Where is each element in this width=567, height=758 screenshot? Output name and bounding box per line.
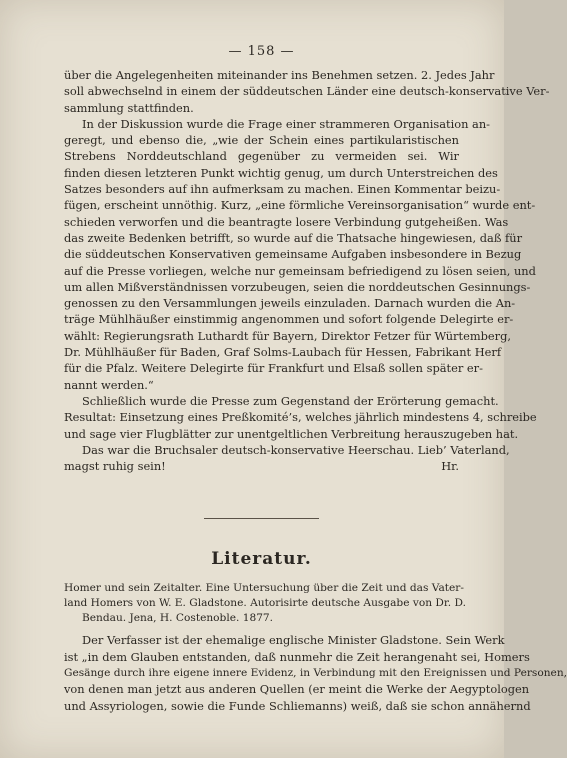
paragraph-discussion	[64, 116, 536, 393]
text-line: auf die Presse vorliegen, welche nur gemeinsam befriedigend zu lösen seien, und	[64, 263, 536, 278]
paragraph-press	[64, 393, 537, 442]
text-line: soll abwechselnd in einem der süddeutschen Länder eine deutsch-konservative Ver-	[64, 84, 550, 99]
text-line: fügen, erscheint unnöthig. Kurz, „eine förmliche Vereinsorganisation“ wurde ent-	[64, 198, 536, 213]
text-line: geregt, und ebenso die, „wie der Schein eines partikularistischen	[64, 133, 459, 148]
text-line: Bendau. Jena, H. Costenoble. 1877.	[82, 612, 274, 625]
text-line-with-signature	[64, 458, 459, 474]
signature: Hr.	[441, 459, 459, 474]
text-line: um allen Mißverständnissen vorzubeugen, seien die norddeutschen Gesinnungs-	[64, 279, 531, 294]
text-line: über die Angelegenheiten miteinander ins Benehmen setzen. 2. Jedes Jahr	[64, 68, 495, 82]
text-line: land Homers von W. E. Gladstone. Autorisirte deutsche Ausgabe von Dr. D.	[64, 597, 467, 610]
text-line: wählt: Regierungsrath Luthardt für Bayern, Direktor Fetzer für Würtemberg,	[64, 328, 512, 343]
text-line: Strebens Norddeutschland gegenüber zu vermeiden sei. Wir	[64, 149, 459, 164]
paragraph-top	[64, 67, 550, 116]
text-line: nannt werden.“	[64, 377, 154, 392]
text-line: und sage vier Flugblätter zur unentgeltlichen Verbreitung herauszugeben hat.	[64, 426, 519, 441]
text-line: Gesänge durch ihre eigene innere Evidenz, in Verbindung mit den Ereignissen und Personen,	[64, 667, 567, 680]
text-line: schieden verworfen und die beantragte losere Verbindung gutgeheißen. Was	[64, 214, 509, 229]
text-line: Homer und sein Zeitalter. Eine Untersuchung über die Zeit und das Vater-	[64, 582, 464, 595]
text-line: genossen zu den Versammlungen jeweils einzuladen. Darnach wurden die An-	[64, 296, 516, 311]
page-number: — 158 —	[228, 44, 295, 59]
text-line: die süddeutschen Konservativen gemeinsame Aufgaben insbesondere in Bezug	[64, 247, 522, 262]
text-line: sammlung stattfinden.	[64, 100, 194, 115]
book-entry	[64, 581, 467, 626]
text-line: und Assyriologen, sowie die Funde Schliemanns) weiß, daß sie schon annähernd	[64, 698, 531, 713]
text-line: Der Verfasser ist der ehemalige englische Minister Gladstone. Sein Werk	[82, 633, 505, 648]
paragraph-review	[64, 632, 567, 713]
text-line: Das war die Bruchsaler deutsch-konservative Heerschau. Lieb’ Vaterland,	[82, 442, 510, 457]
text-line: ist „in dem Glauben entstanden, daß nunmehr die Zeit herangenaht sei, Homers	[64, 649, 530, 664]
section-heading: Literatur.	[211, 549, 312, 570]
paragraph-closing	[64, 442, 510, 475]
text-line: In der Diskussion wurde die Frage einer strammeren Organisation an-	[82, 116, 490, 131]
text-line: Resultat: Einsetzung eines Preßkomité’s, welches jährlich mindestens 4, schreibe	[64, 410, 537, 425]
text-line: finden diesen letzteren Punkt wichtig genug, um durch Unterstreichen des	[64, 165, 498, 180]
text-fragment: magst ruhig sein!	[64, 459, 166, 474]
text-line: für die Pfalz. Weitere Delegirte für Frankfurt und Elsaß sollen später er-	[64, 361, 483, 376]
text-line: Schließlich wurde die Presse zum Gegenstand der Erörterung gemacht.	[82, 393, 499, 408]
text-line: von denen man jetzt aus anderen Quellen (er meint die Werke der Aegyptologen	[64, 682, 530, 697]
section-divider	[204, 518, 319, 519]
text-line: Satzes besonders auf ihn aufmerksam zu machen. Einen Kommentar beizu-	[64, 182, 501, 197]
text-line: das zweite Bedenken betrifft, so wurde auf die Thatsache hingewiesen, daß für	[64, 230, 523, 245]
page-text	[64, 44, 567, 714]
text-line: Dr. Mühlhäußer für Baden, Graf Solms-Laubach für Hessen, Fabrikant Herf	[64, 345, 502, 360]
text-line: träge Mühlhäußer einstimmig angenommen und sofort folgende Delegirte er-	[64, 312, 514, 327]
